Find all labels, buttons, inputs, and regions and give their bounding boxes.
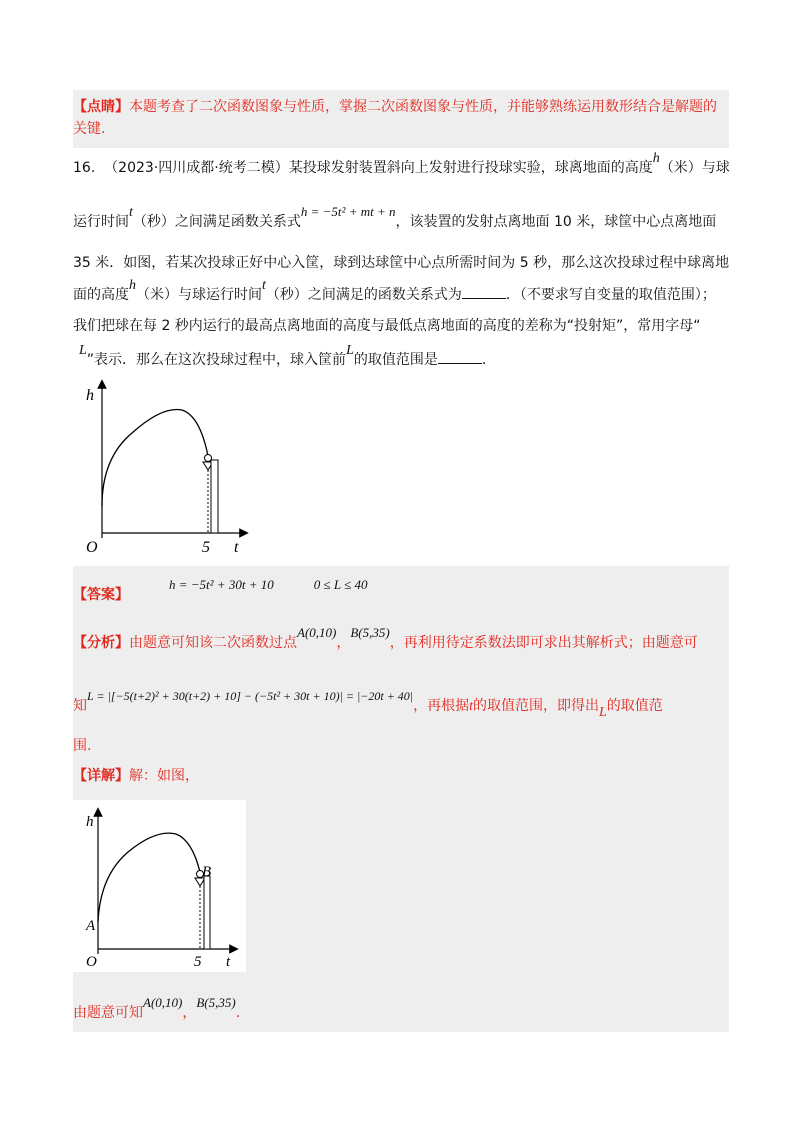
- problem-text: （米）与球: [659, 160, 730, 176]
- tick-label-5: 5: [202, 539, 210, 556]
- detail-tag: 【详解】: [73, 768, 129, 784]
- problem-text: 运行时间: [73, 214, 129, 230]
- axis-label-t: t: [234, 539, 239, 556]
- label-B: B: [202, 864, 212, 880]
- conclusion-end: .: [235, 1005, 241, 1021]
- answer-blank: [438, 349, 482, 364]
- problem-number: 16.: [73, 160, 96, 176]
- comment-block: [73, 90, 729, 148]
- var-t: t: [262, 278, 266, 293]
- conclusion-text: 由题意可知: [73, 1005, 143, 1021]
- analysis-line-3: 围.: [73, 738, 92, 754]
- comment-text-1: 本题考查了二次函数图象与性质，掌握二次函数图象与性质，并能够熟练运用数形结合是解题的: [129, 99, 717, 115]
- conclusion-line: [73, 995, 241, 1023]
- problem-text: （米）与球运行时间: [136, 287, 262, 303]
- problem-text: 的取值范围是: [353, 352, 438, 368]
- separator: ，: [182, 1005, 197, 1021]
- axis-label-h: h: [86, 387, 94, 404]
- ball: [205, 455, 212, 462]
- var-L: L: [346, 343, 354, 358]
- answer-range: 0 ≤ L ≤ 40: [313, 577, 368, 592]
- answer-blank: [462, 284, 506, 299]
- axis-label-h: h: [86, 814, 94, 830]
- answer-tag: 【答案】: [73, 587, 129, 603]
- analysis-formula: L = |[−5(t+2)² + 30(t+2) + 10] − (−5t² + 30t + 10)| = |−20t + 40|: [87, 689, 414, 703]
- comment-tag: 【点睛】: [73, 99, 129, 115]
- problem-text: ”表示．那么在这次投球过程中，球入筐前: [86, 352, 347, 368]
- ball-trajectory: [102, 409, 208, 506]
- point-A: A(0,10): [297, 625, 337, 640]
- problem-text: ，该装置的发射点离地面 10 米，球筐中心点离地面: [395, 214, 717, 230]
- analysis-text: 的取值范围，即得出: [473, 698, 599, 714]
- separator: ，: [336, 635, 351, 651]
- problem-line-1: [73, 151, 730, 179]
- problem-line-2: [73, 204, 717, 233]
- point-B: B(5,35): [196, 995, 236, 1010]
- answer-formula: h = −5t² + 30t + 10: [169, 577, 274, 592]
- point-A: A(0,10): [143, 995, 183, 1010]
- analysis-text: 由题意可知该二次函数过点: [129, 635, 297, 651]
- detail-text: 解：如图，: [129, 768, 199, 784]
- problem-line-4: [73, 278, 716, 306]
- axis-label-t: t: [226, 954, 231, 970]
- ball-trajectory: [98, 833, 200, 922]
- var-h: h: [652, 151, 660, 166]
- var-h: h: [129, 278, 136, 293]
- point-B: B(5,35): [350, 625, 390, 640]
- var-t: t: [469, 699, 473, 714]
- problem-formula: h = −5t² + mt + n: [300, 204, 396, 219]
- problem-text: （秒）之间满足的函数关系式为: [265, 287, 462, 303]
- tick-label-5: 5: [194, 954, 202, 970]
- analysis-line-2: [73, 689, 663, 720]
- problem-text: .: [481, 352, 487, 368]
- origin-label: O: [86, 539, 98, 556]
- pole: [204, 876, 210, 949]
- problem-text: ．（不要求写自变量的取值范围）；: [505, 287, 716, 303]
- trajectory-graph-1: [82, 378, 252, 556]
- analysis-tag: 【分析】: [73, 635, 129, 651]
- problem-line-5: 我们把球在每 2 秒内运行的最高点离地面的高度与最低点离地面的高度的差称为“投射矩”，常用字母“: [73, 318, 701, 334]
- problem-text: 某投球发射装置斜向上发射进行投球实验，球离地面的高度: [288, 160, 653, 176]
- analysis-text: 知: [73, 698, 87, 714]
- comment-text-2: 关键.: [73, 121, 106, 137]
- origin-label: O: [86, 954, 97, 970]
- var-L: L: [79, 343, 87, 358]
- problem-line-6: [73, 343, 487, 371]
- analysis-text: ，再利用待定系数法即可求出其解析式；由题意可: [389, 635, 698, 651]
- pole: [211, 460, 218, 533]
- trajectory-graph-2: [78, 804, 244, 972]
- var-t: t: [129, 205, 133, 220]
- analysis-line-1: [73, 625, 698, 653]
- analysis-text: ，再根据: [413, 698, 470, 714]
- var-L: L: [599, 705, 607, 720]
- analysis-text: 的取值范: [606, 698, 663, 714]
- label-A: A: [86, 918, 96, 934]
- problem-text: （秒）之间满足函数关系式: [132, 214, 301, 230]
- answer-line: [73, 575, 368, 603]
- problem-line-3: 35 米．如图，若某次投球正好中心入筐，球到达球筐中心点所需时间为 5 秒，那么这次投球过程中球离地: [73, 255, 730, 271]
- problem-source: （2023·四川成都·统考二模）: [104, 160, 289, 176]
- problem-text: 面的高度: [73, 287, 129, 303]
- detail-line: [73, 766, 199, 786]
